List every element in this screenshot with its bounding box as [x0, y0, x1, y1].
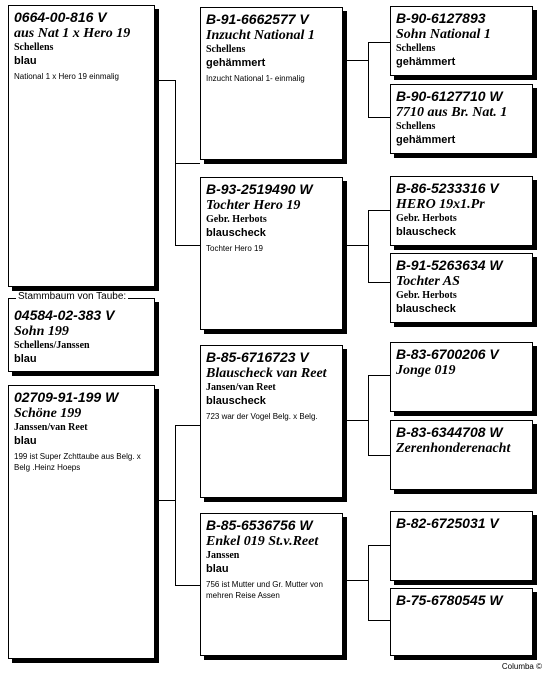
pigeon-name: Zerenhonderenacht [396, 441, 511, 456]
footer-brand: Columba © [501, 662, 542, 671]
great-grandparent-card [390, 342, 533, 412]
connector-line [175, 245, 200, 246]
breeder: Schellens [396, 121, 436, 132]
breeder: Schellens [14, 42, 54, 53]
ring-number: B-85-6536756 W [206, 517, 313, 533]
breeder: Schellens [206, 44, 246, 55]
connector-line [368, 620, 390, 621]
ring-number: B-75-6780545 W [396, 592, 503, 608]
pigeon-color: blauscheck [206, 395, 266, 407]
pigeon-color: gehämmert [206, 57, 266, 69]
breeder: Janssen/van Reet [14, 422, 88, 433]
breeder: Jansen/van Reet [206, 382, 276, 393]
connector-line [368, 545, 390, 546]
connector-line [368, 375, 390, 376]
ring-number: B-83-6700206 V [396, 346, 499, 362]
pigeon-name: Sohn 199 [14, 324, 69, 339]
grandparent-card [200, 345, 343, 498]
connector-line [343, 580, 368, 581]
great-grandparent-card [390, 176, 533, 246]
ring-number: B-90-6127893 [396, 10, 486, 26]
connector-line [343, 420, 368, 421]
pigeon-name: aus Nat 1 x Hero 19 [14, 26, 131, 41]
connector-line [175, 425, 200, 426]
connector-line [368, 282, 390, 283]
ring-number: B-91-5263634 W [396, 257, 503, 273]
great-grandparent-card [390, 511, 533, 581]
pigeon-name: Jonge 019 [396, 363, 456, 378]
pigeon-name: Inzucht National 1 [206, 28, 315, 43]
ring-number: B-82-6725031 V [396, 515, 499, 531]
pigeon-name: Sohn National 1 [396, 27, 491, 42]
father-card [8, 5, 155, 287]
great-grandparent-card [390, 420, 533, 490]
great-grandparent-card [390, 253, 533, 323]
ring-number: B-86-5233316 V [396, 180, 499, 196]
connector-line [368, 42, 369, 117]
ring-number: 02709-91-199 W [14, 389, 119, 405]
note: 199 ist Super Zchttaube aus Belg. x Belg .Heinz Hoeps [14, 452, 141, 472]
breeder: Gebr. Herbots [206, 214, 267, 225]
ring-number: B-83-6344708 W [396, 424, 503, 440]
pigeon-name: Enkel 019 St.v.Reet [206, 534, 319, 549]
pigeon-name: HERO 19x1.Pr [396, 197, 485, 212]
connector-line [155, 80, 175, 81]
ring-number: B-93-2519490 W [206, 181, 313, 197]
breeder: Gebr. Herbots [396, 213, 457, 224]
pigeon-color: gehämmert [396, 134, 456, 146]
great-grandparent-card [390, 84, 533, 154]
connector-line [175, 425, 176, 585]
breeder: Schellens/Janssen [14, 340, 90, 351]
pigeon-color: blau [14, 55, 37, 67]
pigeon-name: 7710 aus Br. Nat. 1 [396, 105, 508, 120]
great-grandparent-card [390, 588, 533, 656]
ring-number: B-91-6662577 V [206, 11, 309, 27]
great-grandparent-card [390, 6, 533, 76]
pigeon-name: Tochter Hero 19 [206, 198, 301, 213]
pedigree-title: Stammbaum von Taube: [18, 291, 127, 302]
connector-line [343, 60, 368, 61]
ring-number: 0664-00-816 V [14, 9, 107, 25]
breeder: Schellens [396, 43, 436, 54]
connector-line [175, 163, 200, 164]
connector-line [368, 455, 390, 456]
note: 756 ist Mutter und Gr. Mutter von mehren Reise Assen [206, 580, 323, 600]
note: Inzucht National 1- einmalig [206, 74, 305, 83]
connector-line [368, 375, 369, 455]
breeder: Gebr. Herbots [396, 290, 457, 301]
note: National 1 x Hero 19 einmalig [14, 72, 119, 81]
pigeon-color: blau [206, 563, 229, 575]
pigeon-color: gehämmert [396, 56, 456, 68]
connector-line [368, 42, 390, 43]
pigeon-color: blauscheck [206, 227, 266, 239]
mother-card [8, 385, 155, 659]
pigeon-name: Blauscheck van Reet [206, 366, 327, 381]
pigeon-color: blauscheck [396, 303, 456, 315]
connector-line [175, 585, 200, 586]
grandparent-card [200, 177, 343, 330]
pigeon-color: blau [14, 353, 37, 365]
ring-number: B-85-6716723 V [206, 349, 309, 365]
connector-line [368, 545, 369, 620]
pigeon-color: blau [14, 435, 37, 447]
connector-line [368, 210, 390, 211]
grandparent-card [200, 7, 343, 160]
connector-line [155, 500, 175, 501]
ring-number: 04584-02-383 V [14, 307, 115, 323]
connector-line [343, 245, 368, 246]
grandparent-card [200, 513, 343, 656]
ring-number: B-90-6127710 W [396, 88, 503, 104]
connector-line [368, 210, 369, 282]
pigeon-name: Schöne 199 [14, 406, 82, 421]
note: Tochter Hero 19 [206, 244, 263, 253]
pigeon-name: Tochter AS [396, 274, 460, 289]
note: 723 war der Vogel Belg. x Belg. [206, 412, 318, 421]
pigeon-color: blauscheck [396, 226, 456, 238]
breeder: Janssen [206, 550, 240, 561]
subject-card [8, 298, 155, 372]
connector-line [368, 117, 390, 118]
